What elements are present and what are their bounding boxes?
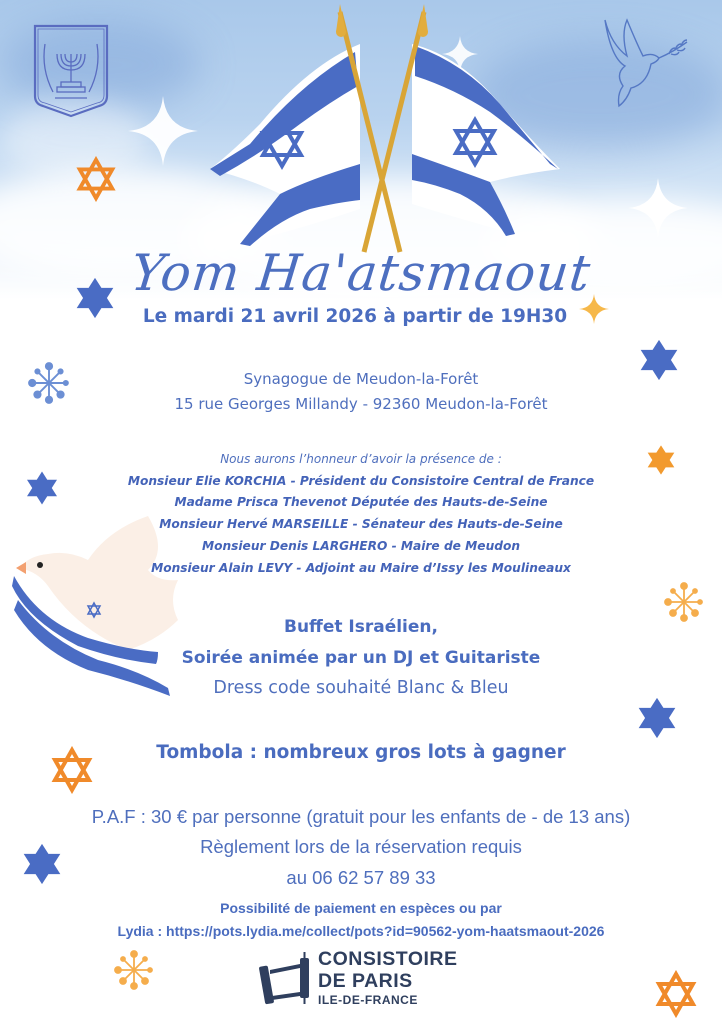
guest-item: Madame Prisca Thevenot Députée des Hauts-de-Seine <box>174 495 548 509</box>
event-date: Le mardi 21 avril 2026 à partir de 19H30 <box>142 306 568 327</box>
crossed-flags-illustration <box>190 4 570 254</box>
phone-number[interactable]: au 06 62 57 89 33 <box>286 867 436 888</box>
organizer-line-2: DE PARIS <box>318 970 413 992</box>
dress-code-text: Dress code souhaité Blanc & Bleu <box>213 678 509 698</box>
consistoire-logo <box>258 948 468 1010</box>
guest-item: Monsieur Alain LEVY - Adjoint au Maire d’Issy les Moulineaux <box>151 561 571 575</box>
evening-text: Soirée animée par un DJ et Guitariste <box>181 648 541 668</box>
snowflake-icon <box>664 582 704 622</box>
reservation-text: Règlement lors de la réservation requis <box>200 836 522 857</box>
sparkle-icon <box>628 176 688 240</box>
guest-item: Monsieur Denis LARGHERO - Maire de Meudon <box>201 539 521 553</box>
guests-intro: Nous aurons l’honneur d’avoir la présence de : <box>220 452 502 466</box>
star-of-david-outline-icon <box>652 970 700 1018</box>
star-of-david-outline-icon <box>73 156 119 202</box>
venue-name: Synagogue de Meudon-la-Forêt <box>243 370 479 388</box>
payment-options-text: Possibilité de paiement en espèces ou par <box>220 900 502 916</box>
snowflake-icon <box>114 950 154 990</box>
tombola-text: Tombola : nombreux gros lots à gagner <box>156 742 566 763</box>
guest-item: Monsieur Hervé MARSEILLE - Sénateur des Hauts-de-Seine <box>159 517 563 531</box>
venue-address: 15 rue Georges Millandy - 92360 Meudon-la-Forêt <box>174 395 548 413</box>
state-emblem-icon <box>33 24 109 118</box>
buffet-text: Buffet Israélien, <box>284 617 438 637</box>
organizer-line-3: ILE-DE-FRANCE <box>318 993 418 1007</box>
organizer-line-1: CONSISTOIRE <box>318 948 458 970</box>
blue-star-icon <box>632 696 682 740</box>
price-text: P.A.F : 30 € par personne (gratuit pour les enfants de - de 13 ans) <box>91 806 631 827</box>
event-title: Yom Ha'atsmaout <box>128 244 594 302</box>
dove-outline-icon <box>597 14 693 110</box>
organizer-name <box>318 948 458 1008</box>
sparkle-icon <box>128 96 198 166</box>
guest-item: Monsieur Elie KORCHIA - Président du Consistoire Central de France <box>127 474 595 488</box>
lydia-payment-link[interactable]: Lydia : https://pots.lydia.me/collect/pots?id=90562-yom-haatsmaout-2026 <box>117 923 605 939</box>
torah-scroll-icon <box>258 952 314 1008</box>
